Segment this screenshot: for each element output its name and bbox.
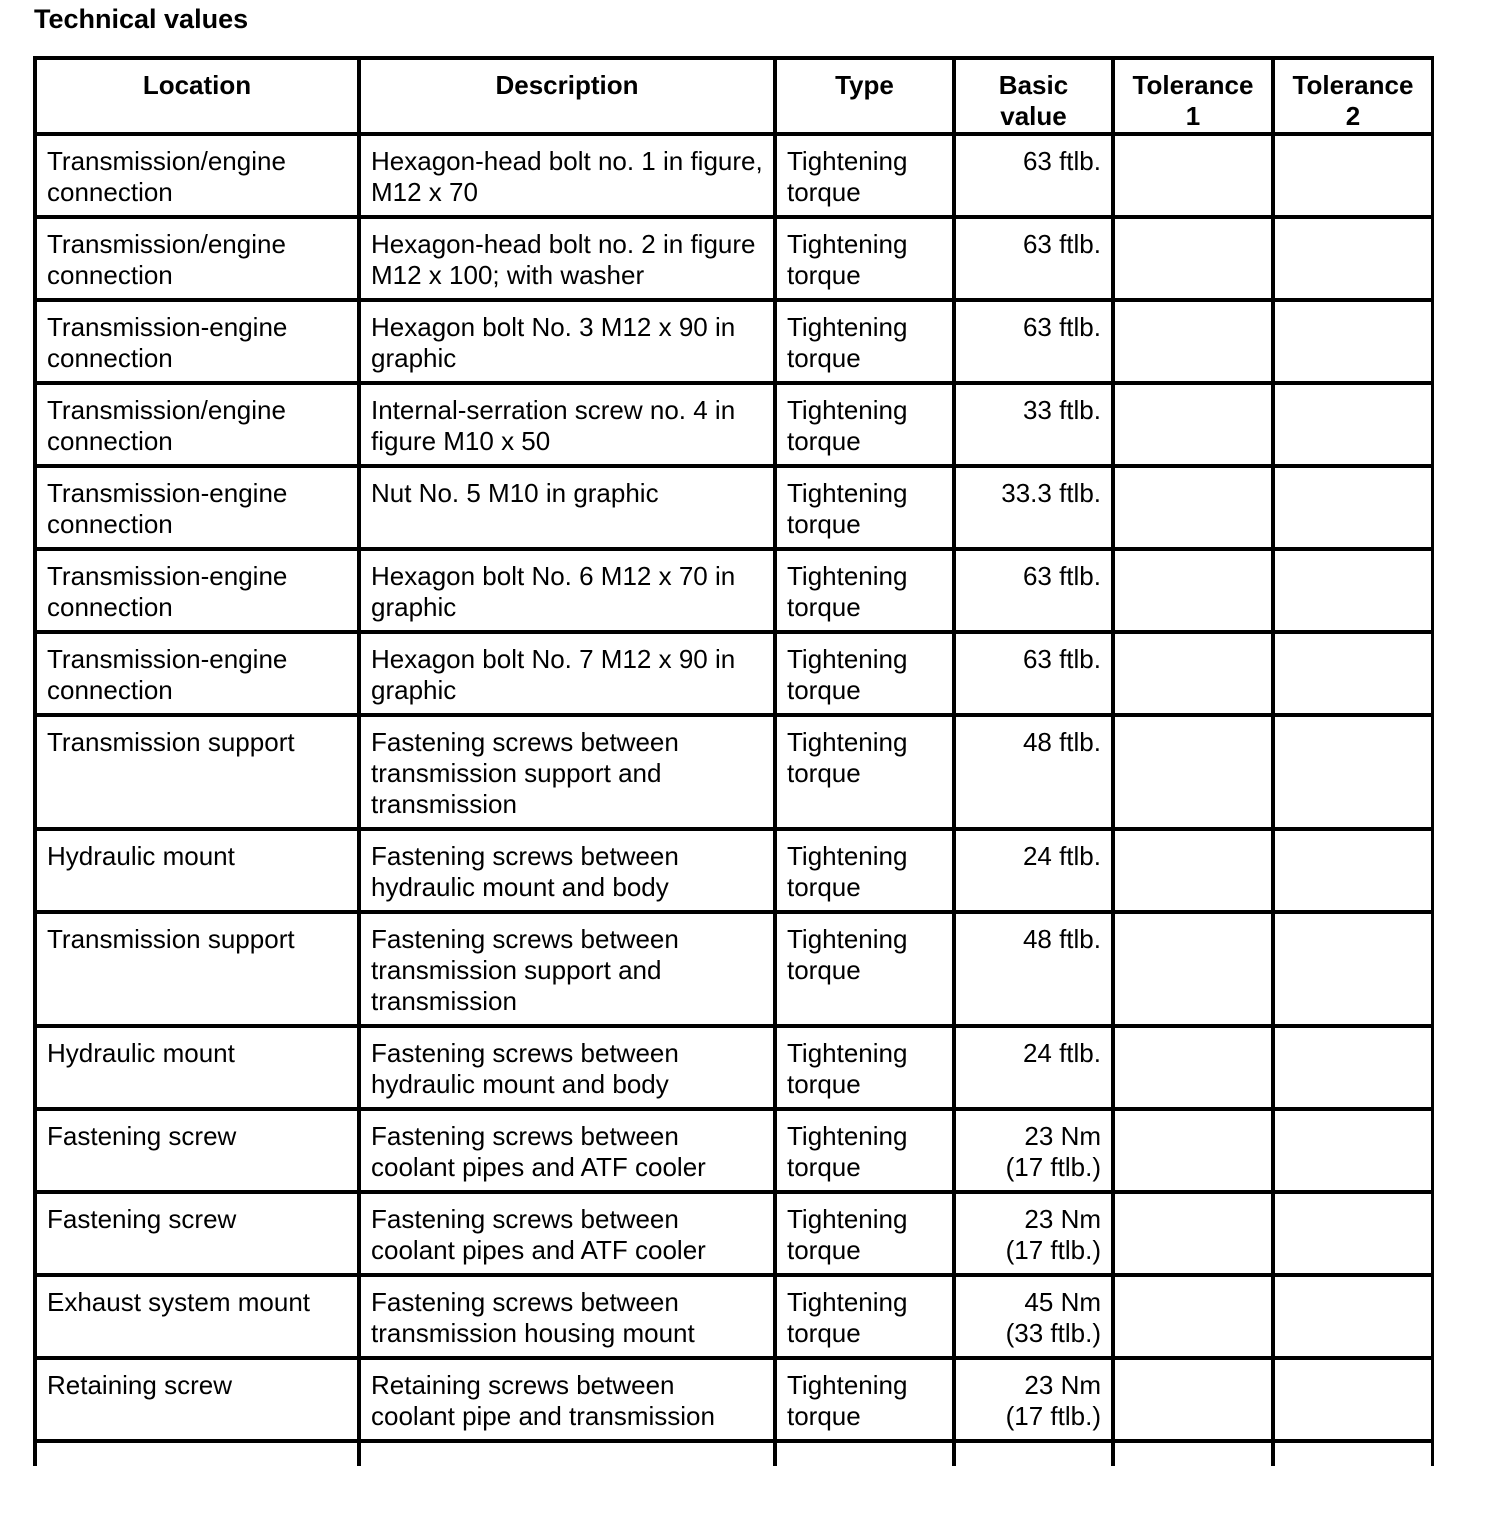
cell-description: Fastening screws between transmission support and transmission: [359, 912, 775, 1026]
cell-description: Hexagon bolt No. 7 M12 x 90 in graphic: [359, 632, 775, 715]
cell-tolerance-1: [1113, 912, 1273, 1026]
cell-description: Fastening screws between coolant pipes and ATF cooler: [359, 1109, 775, 1192]
cell-type: Tightening torque: [775, 829, 954, 912]
column-header-basic-value: Basic value: [954, 58, 1113, 134]
cell-description: Hexagon bolt No. 3 M12 x 90 in graphic: [359, 300, 775, 383]
table-row: [35, 829, 1433, 912]
cell-location: Fastening screw: [35, 1192, 359, 1275]
cell-description: Hexagon-head bolt no. 1 in figure, M12 x 70: [359, 134, 775, 217]
cell-tolerance-2: [1273, 912, 1433, 1026]
cell-basic-value: 63 ftlb.: [954, 549, 1113, 632]
cell-tolerance-1: [1113, 632, 1273, 715]
cell-tolerance-1: [1113, 300, 1273, 383]
cell-tolerance-2: [1273, 632, 1433, 715]
table-row: [35, 1109, 1433, 1192]
cell-basic-value: 63 ftlb.: [954, 217, 1113, 300]
cell-basic-value: 23 Nm (17 ftlb.): [954, 1109, 1113, 1192]
cell-location: Hydraulic mount: [35, 1026, 359, 1109]
cell-description: Fastening screws between hydraulic mount and body: [359, 1026, 775, 1109]
table-row: [35, 217, 1433, 300]
cell-tolerance-2: [1273, 829, 1433, 912]
cell-type: Tightening torque: [775, 383, 954, 466]
cell-basic-value: 33 ftlb.: [954, 383, 1113, 466]
table-row: [35, 1192, 1433, 1275]
table-row: [35, 383, 1433, 466]
cell-empty: [1273, 1441, 1433, 1466]
cell-type: Tightening torque: [775, 217, 954, 300]
cell-location: Transmission-engine connection: [35, 632, 359, 715]
cell-type: Tightening torque: [775, 1109, 954, 1192]
cell-empty: [775, 1441, 954, 1466]
cell-tolerance-1: [1113, 1192, 1273, 1275]
cell-basic-value: 63 ftlb.: [954, 632, 1113, 715]
cell-empty: [35, 1441, 359, 1466]
cell-tolerance-2: [1273, 1109, 1433, 1192]
cell-tolerance-1: [1113, 1109, 1273, 1192]
cell-tolerance-2: [1273, 549, 1433, 632]
page-title: Technical values: [34, 4, 249, 34]
table-row: [35, 632, 1433, 715]
cell-basic-value: 45 Nm (33 ftlb.): [954, 1275, 1113, 1358]
cell-description: Fastening screws between coolant pipes and ATF cooler: [359, 1192, 775, 1275]
cell-tolerance-1: [1113, 829, 1273, 912]
table-row: [35, 1358, 1433, 1441]
table-header-row: [35, 58, 1433, 134]
cell-tolerance-2: [1273, 1026, 1433, 1109]
cell-type: Tightening torque: [775, 300, 954, 383]
cell-tolerance-1: [1113, 715, 1273, 829]
cell-location: Transmission support: [35, 912, 359, 1026]
cell-tolerance-2: [1273, 383, 1433, 466]
cell-type: Tightening torque: [775, 549, 954, 632]
cell-location: Transmission-engine connection: [35, 466, 359, 549]
cell-tolerance-2: [1273, 300, 1433, 383]
technical-values-table: [33, 56, 1434, 1466]
cell-tolerance-1: [1113, 549, 1273, 632]
cell-empty: [1113, 1441, 1273, 1466]
cell-type: Tightening torque: [775, 912, 954, 1026]
cell-basic-value: 63 ftlb.: [954, 300, 1113, 383]
cell-tolerance-1: [1113, 217, 1273, 300]
cell-description: Fastening screws between transmission housing mount: [359, 1275, 775, 1358]
cell-location: Transmission-engine connection: [35, 300, 359, 383]
cell-tolerance-1: [1113, 383, 1273, 466]
cell-location: Transmission/engine connection: [35, 134, 359, 217]
cell-location: Fastening screw: [35, 1109, 359, 1192]
cell-tolerance-2: [1273, 1358, 1433, 1441]
cell-basic-value: 63 ftlb.: [954, 134, 1113, 217]
technical-values-table-container: [33, 56, 1434, 1466]
cell-description: Hexagon bolt No. 6 M12 x 70 in graphic: [359, 549, 775, 632]
column-header-type: Type: [775, 58, 954, 134]
cell-tolerance-2: [1273, 134, 1433, 217]
cell-basic-value: 48 ftlb.: [954, 715, 1113, 829]
column-header-tolerance-2: Tolerance 2: [1273, 58, 1433, 134]
cell-location: Transmission/engine connection: [35, 383, 359, 466]
cell-tolerance-2: [1273, 466, 1433, 549]
cell-basic-value: 33.3 ftlb.: [954, 466, 1113, 549]
cell-tolerance-2: [1273, 1192, 1433, 1275]
cell-location: Exhaust system mount: [35, 1275, 359, 1358]
cell-type: Tightening torque: [775, 1275, 954, 1358]
table-row: [35, 549, 1433, 632]
cell-location: Retaining screw: [35, 1358, 359, 1441]
cell-basic-value: 23 Nm (17 ftlb.): [954, 1192, 1113, 1275]
table-body: [35, 134, 1433, 1466]
cell-location: Transmission support: [35, 715, 359, 829]
cell-type: Tightening torque: [775, 1358, 954, 1441]
cell-description: Hexagon-head bolt no. 2 in figure M12 x 100; with washer: [359, 217, 775, 300]
column-header-location: Location: [35, 58, 359, 134]
cell-tolerance-2: [1273, 217, 1433, 300]
cell-type: Tightening torque: [775, 134, 954, 217]
cell-type: Tightening torque: [775, 632, 954, 715]
table-row: [35, 912, 1433, 1026]
cell-tolerance-1: [1113, 1275, 1273, 1358]
table-row: [35, 466, 1433, 549]
cell-tolerance-2: [1273, 1275, 1433, 1358]
cell-basic-value: 24 ftlb.: [954, 1026, 1113, 1109]
cell-description: Retaining screws between coolant pipe and transmission: [359, 1358, 775, 1441]
cell-type: Tightening torque: [775, 466, 954, 549]
cell-tolerance-1: [1113, 134, 1273, 217]
table-row: [35, 134, 1433, 217]
column-header-description: Description: [359, 58, 775, 134]
cell-empty: [359, 1441, 775, 1466]
cell-type: Tightening torque: [775, 1192, 954, 1275]
cell-basic-value: 48 ftlb.: [954, 912, 1113, 1026]
table-row: [35, 1275, 1433, 1358]
cell-location: Hydraulic mount: [35, 829, 359, 912]
cell-location: Transmission/engine connection: [35, 217, 359, 300]
table-row: [35, 300, 1433, 383]
cell-tolerance-1: [1113, 1358, 1273, 1441]
cell-description: Nut No. 5 M10 in graphic: [359, 466, 775, 549]
table-row-continuation: [35, 1441, 1433, 1466]
cell-tolerance-1: [1113, 466, 1273, 549]
table-row: [35, 715, 1433, 829]
cell-type: Tightening torque: [775, 715, 954, 829]
cell-tolerance-1: [1113, 1026, 1273, 1109]
cell-tolerance-2: [1273, 715, 1433, 829]
cell-description: Fastening screws between hydraulic mount and body: [359, 829, 775, 912]
column-header-tolerance-1: Tolerance 1: [1113, 58, 1273, 134]
cell-basic-value: 24 ftlb.: [954, 829, 1113, 912]
cell-basic-value: 23 Nm (17 ftlb.): [954, 1358, 1113, 1441]
cell-description: Fastening screws between transmission support and transmission: [359, 715, 775, 829]
cell-type: Tightening torque: [775, 1026, 954, 1109]
cell-location: Transmission-engine connection: [35, 549, 359, 632]
table-row: [35, 1026, 1433, 1109]
cell-empty: [954, 1441, 1113, 1466]
cell-description: Internal-serration screw no. 4 in figure M10 x 50: [359, 383, 775, 466]
